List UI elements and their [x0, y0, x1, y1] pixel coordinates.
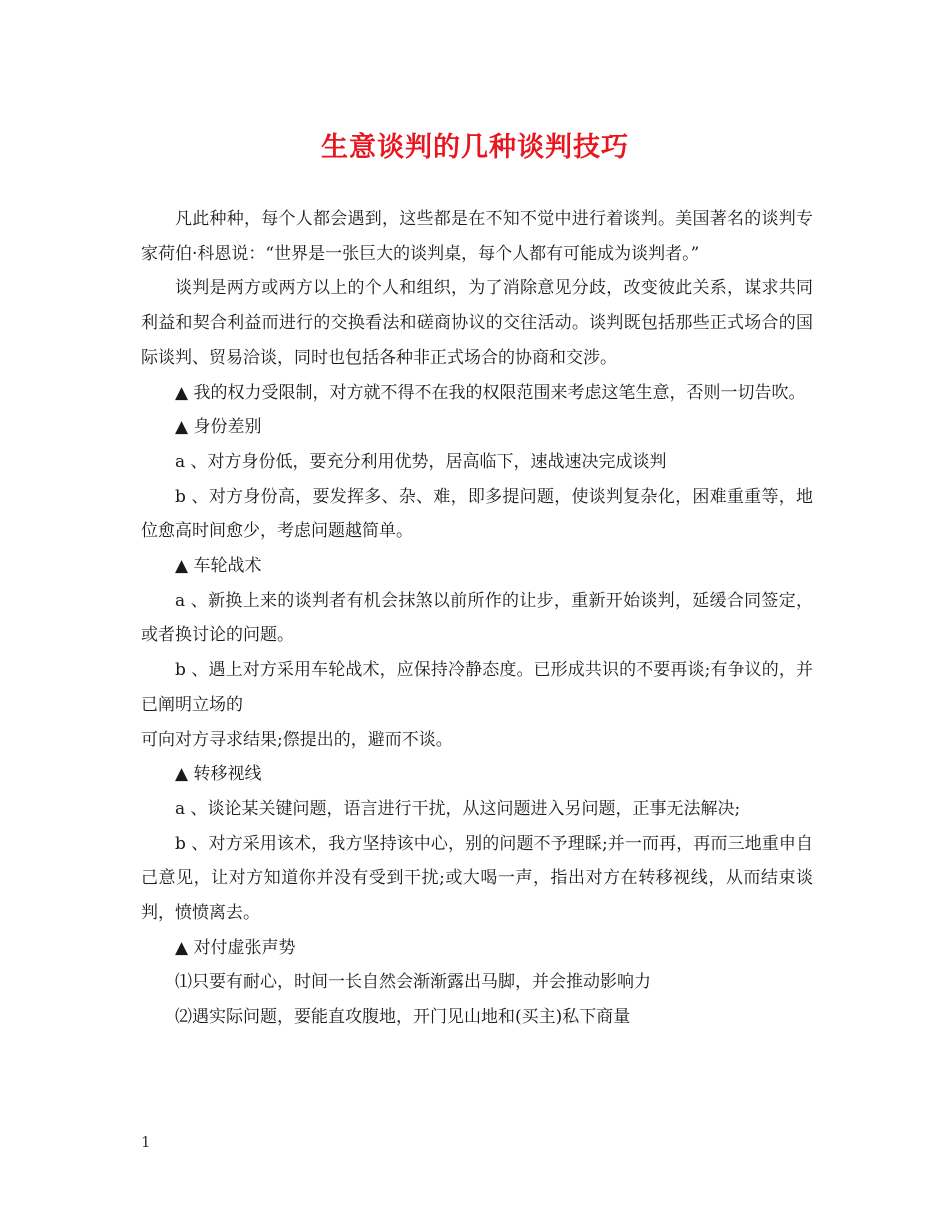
paragraph-wheel-b: b 、遇上对方采用车轮战术，应保持冷静态度。已形成共识的不要再谈;有争议的，并已阐明立场的 — [141, 660, 813, 715]
paragraph-status-a: a 、对方身份低，要充分利用优势，居高临下，速战速决完成谈判 — [175, 451, 667, 472]
paragraph-intro: 凡此种种，每个人都会遇到，这些都是在不知不觉中进行着谈判。美国著名的谈判专家荷伯·科恩说：“世界是一张巨大的谈判桌，每个人都有可能成为谈判者。” — [141, 209, 813, 264]
paragraph-authority-limit: ▲ 我的权力受限制，对方就不得不在我的权限范围来考虑这笔生意，否则一切告吹。 — [175, 382, 806, 403]
heading-diversion: ▲ 转移视线 — [175, 764, 262, 785]
paragraph-wheel-a: a 、新换上来的谈判者有机会抹煞以前所作的让步，重新开始谈判，延缓合同签定，或者换讨论的问题。 — [141, 590, 813, 646]
heading-wheel-tactic: ▲ 车轮战术 — [175, 556, 262, 577]
document-body — [141, 202, 813, 1035]
paragraph-diversion-b: b 、对方采用该术，我方坚持该中心，别的问题不予理睬;并一而再，再而三地重申自己意见，让对方知道你并没有受到干扰;或大喝一声，指出对方在转移视线，从而结束谈判，愤愤离去。 — [141, 833, 813, 924]
paragraph-bluff-2: ⑵遇实际问题，要能直攻腹地，开门见山地和(买主)私下商量 — [175, 1007, 631, 1028]
paragraph-definition: 谈判是两方或两方以上的个人和组织，为了消除意见分歧，改变彼此关系，谋求共同利益和契合利益而进行的交换看法和磋商协议的交往活动。谈判既包括那些正式场合的国际谈判、贸易洽谈，同时也包括各种非正式场合的协商和交涉。 — [141, 278, 813, 368]
document-title: 生意谈判的几种谈判技巧 — [321, 132, 629, 163]
paragraph-bluff-1: ⑴只要有耐心，时间一长自然会渐渐露出马脚，并会推动影响力 — [175, 972, 651, 993]
page-number: 1 — [141, 1133, 151, 1151]
paragraph-diversion-a: a 、谈论某关键问题，语言进行干扰，从这问题进入另问题，正事无法解决; — [175, 798, 741, 819]
paragraph-status-b: b 、对方身份高，要发挥多、杂、难，即多提问题，使谈判复杂化，困难重重等，地位愈高时间愈少，考虑问题越简单。 — [141, 486, 813, 542]
heading-bluff: ▲ 对付虚张声势 — [175, 937, 296, 958]
heading-status-difference: ▲ 身份差别 — [175, 417, 262, 438]
paragraph-wheel-b-continued: 可向对方寻求结果;傺提出的，避而不谈。 — [141, 729, 453, 750]
